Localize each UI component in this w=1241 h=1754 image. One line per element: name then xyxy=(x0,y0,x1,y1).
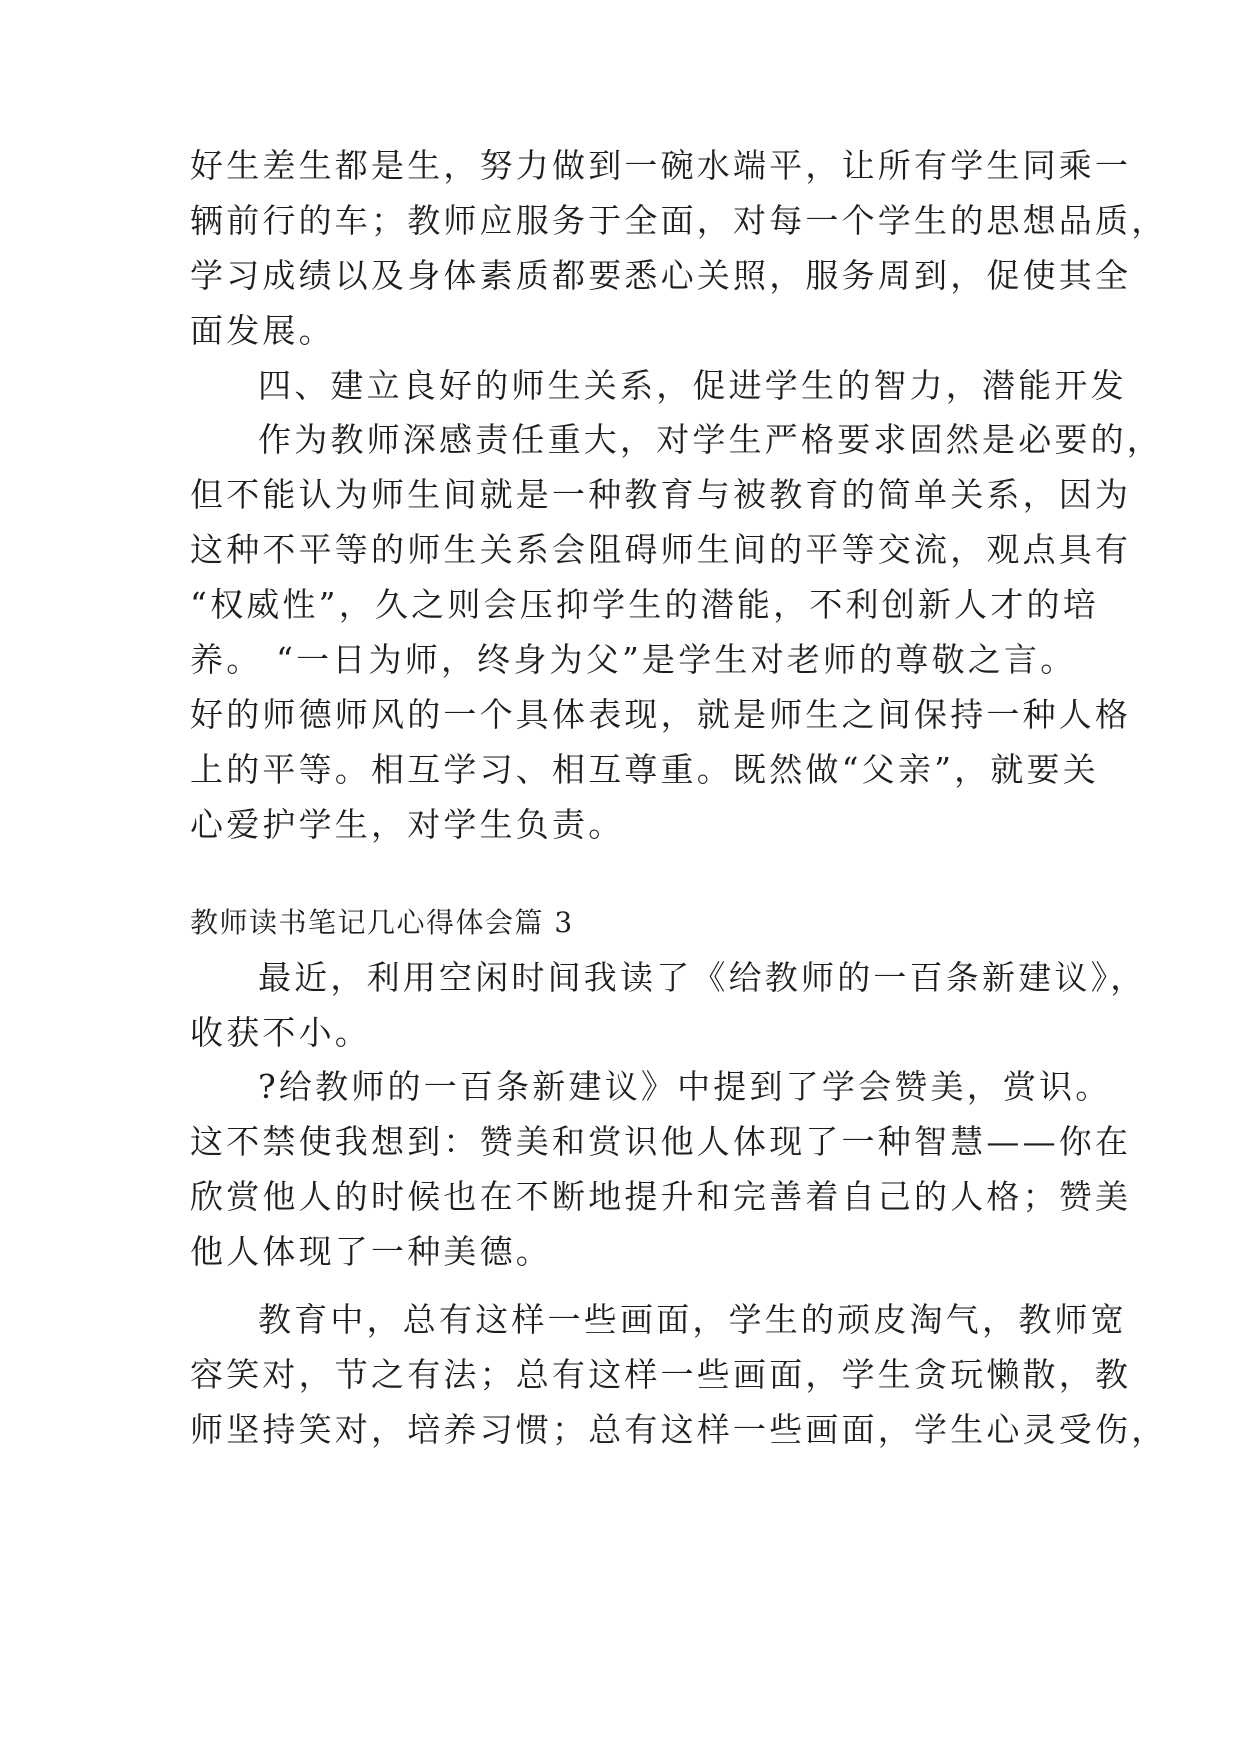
text-line: 最近，利用空闲时间我读了《给教师的一百条新建议》， xyxy=(258,958,1147,997)
text-line: 欣赏他人的时候也在不断地提升和完善着自己的人格；赞美 xyxy=(190,1177,1132,1216)
text-line: 但不能认为师生间就是一种教育与被教育的简单关系，因为 xyxy=(190,475,1132,514)
text-line: 面发展。 xyxy=(190,311,335,350)
text-line: 养。 “一日为师，终身为父”是学生对老师的尊敬之言。 xyxy=(190,640,1077,679)
text-line: 学习成绩以及身体素质都要悉心关照，服务周到，促使其全 xyxy=(190,256,1132,295)
text-line: 这不禁使我想到：赞美和赏识他人体现了一种智慧——你在 xyxy=(190,1122,1132,1161)
text-line: “权威性”，久之则会压抑学生的潜能，不利创新人才的培 xyxy=(190,585,1099,624)
text-line: 教育中，总有这样一些画面，学生的顽皮淘气，教师宽 xyxy=(258,1300,1127,1339)
text-line: 好生差生都是生，努力做到一碗水端平，让所有学生同乘一 xyxy=(190,146,1132,185)
text-line: 收获不小。 xyxy=(190,1013,371,1052)
text-line: 好的师德师风的一个具体表现，就是师生之间保持一种人格 xyxy=(190,695,1132,734)
section-heading: 四、建立良好的师生关系，促进学生的智力，潜能开发 xyxy=(258,366,1127,405)
text-line: 上的平等。相互学习、相互尊重。既然做“父亲”，就要关 xyxy=(190,750,1099,789)
text-line: 他人体现了一种美德。 xyxy=(190,1232,552,1271)
text-line: 师坚持笑对，培养习惯；总有这样一些画面，学生心灵受伤， xyxy=(190,1410,1168,1449)
text-line: 这种不平等的师生关系会阻碍师生间的平等交流，观点具有 xyxy=(190,530,1132,569)
text-line: 辆前行的车；教师应服务于全面，对每一个学生的思想品质， xyxy=(190,201,1168,240)
text-line: 作为教师深感责任重大，对学生严格要求固然是必要的， xyxy=(258,420,1163,459)
text-line: 容笑对，节之有法；总有这样一些画面，学生贪玩懒散，教 xyxy=(190,1355,1132,1394)
text-line: ?给教师的一百条新建议》中提到了学会赞美，赏识。 xyxy=(258,1067,1112,1106)
article-title: 教师读书笔记几心得体会篇 3 xyxy=(190,906,574,939)
text-line: 心爱护学生，对学生负责。 xyxy=(190,805,625,844)
